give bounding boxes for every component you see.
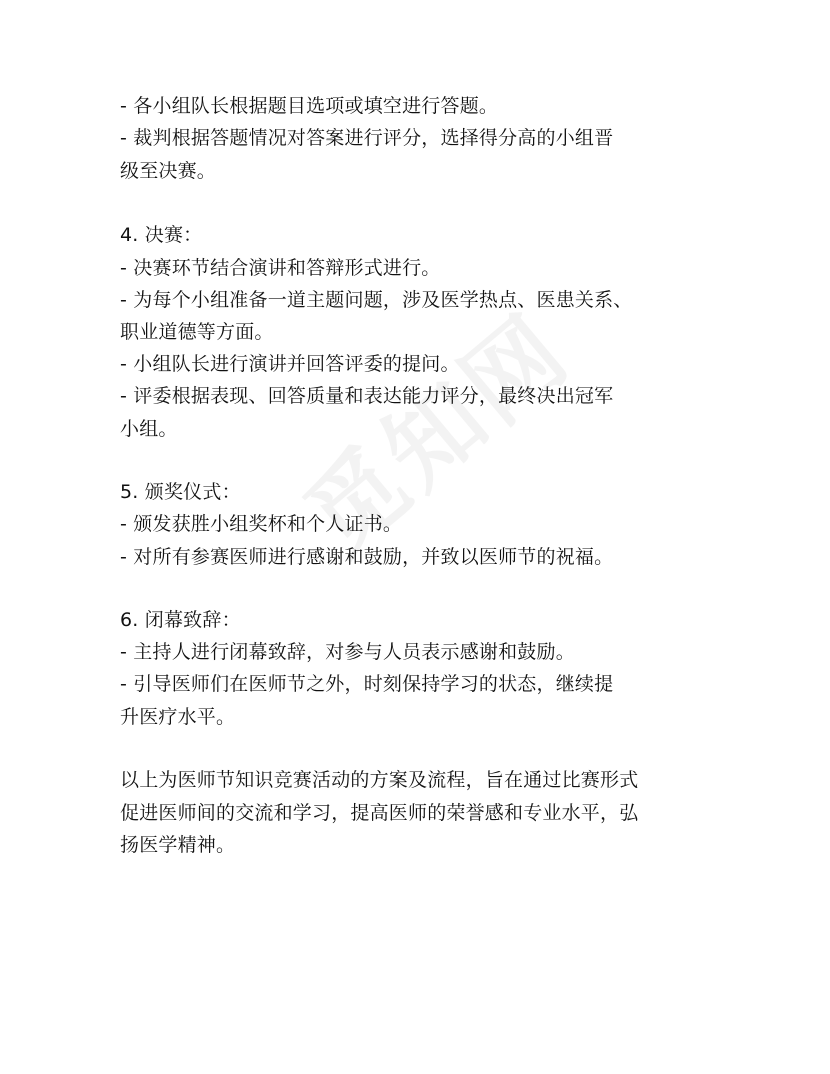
summary-line: 促进医师间的交流和学习，提高医师的荣誉感和专业水平，弘 [120,802,639,824]
summary-line: 以上为医师节知识竞赛活动的方案及流程，旨在通过比赛形式 [120,769,639,791]
text-line: - 为每个小组准备一道主题问题，涉及医学热点、医患关系、 [120,289,633,311]
section-heading-awards: 5. 颁奖仪式： [120,481,241,503]
section-heading-closing: 6. 闭幕致辞： [120,609,241,631]
text-line: - 颁发获胜小组奖杯和个人证书。 [120,513,403,535]
text-line: - 小组队长进行演讲并回答评委的提问。 [120,353,460,375]
text-line: - 引导医师们在医师节之外，时刻保持学习的状态，继续提 [120,673,614,695]
text-line: - 对所有参赛医师进行感谢和鼓励，并致以医师节的祝福。 [120,546,614,568]
summary-line: 扬医学精神。 [120,834,236,856]
text-line: - 评委根据表现、回答质量和表达能力评分，最终决出冠军 [120,385,614,407]
text-line: - 裁判根据答题情况对答案进行评分，选择得分高的小组晋 [120,127,614,149]
text-line: 小组。 [120,418,178,440]
text-line: - 决赛环节结合演讲和答辩形式进行。 [120,257,441,279]
text-line: 级至决赛。 [120,160,217,182]
text-line: 职业道德等方面。 [120,321,274,343]
section-heading-final: 4. 决赛： [120,224,203,246]
text-line: - 主持人进行闭幕致辞，对参与人员表示感谢和鼓励。 [120,641,575,663]
text-line: - 各小组队长根据题目选项或填空进行答题。 [120,95,499,117]
text-line: 升医疗水平。 [120,706,236,728]
